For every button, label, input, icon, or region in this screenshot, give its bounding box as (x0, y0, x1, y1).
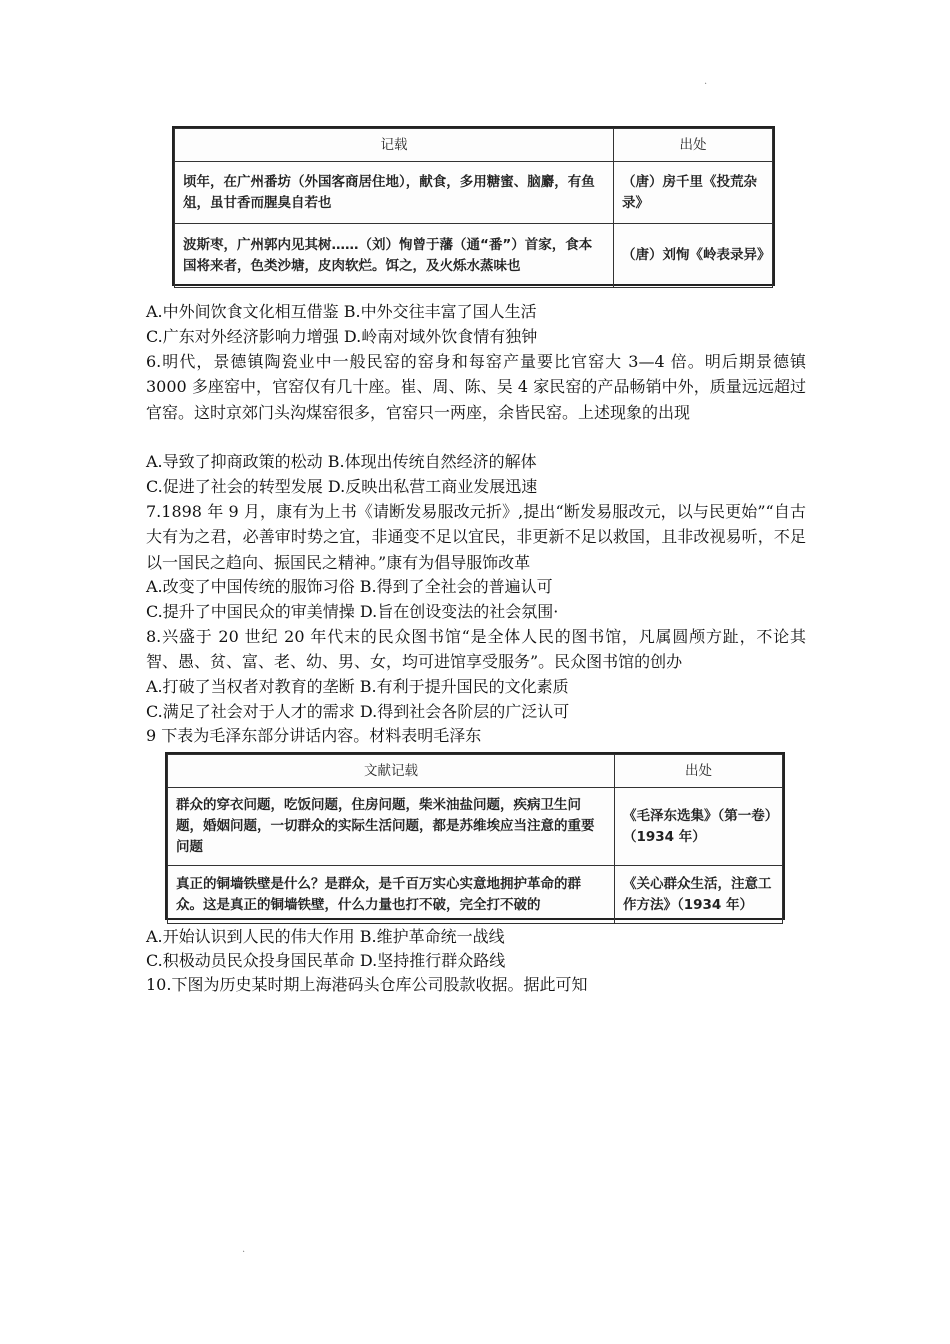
q9-options-cd: C.积极动员民众投身国民革命 D.坚持推行群众路线 (146, 951, 506, 970)
table-row (175, 162, 773, 224)
q5-options-cd: C.广东对外经济影响力增强 D.岭南对域外饮食情有独钟 (146, 327, 538, 346)
source-cell: （唐）刘恂《岭表录异》 (614, 224, 773, 288)
source-cell: 《毛泽东选集》（第一卷）（1934 年） (615, 788, 783, 866)
q5-options-ab: A.中外间饮食文化相互借鉴 B.中外交往丰富了国人生活 (146, 302, 537, 321)
q9-stem: 9 下表为毛泽东部分讲话内容。材料表明毛泽东 (146, 726, 482, 745)
table-row (168, 788, 783, 866)
scan-speck: . (704, 76, 708, 87)
scan-speck: . (242, 1244, 246, 1255)
record-cell: 波斯枣，广州郭内见其树……（刘）恂曾于藩（通“番”）首家，食本国将来者，色类沙塘，皮肉软烂。饵之，及火烁水蒸味也 (175, 224, 614, 288)
q6-options-cd: C.促进了社会的转型发展 D.反映出私营工商业发展迅速 (146, 477, 538, 496)
mao-speech-table (165, 752, 785, 920)
q8-options-ab: A.打破了当权者对教育的垄断 B.有利于提升国民的文化素质 (146, 677, 569, 696)
q8-stem: 8.兴盛于 20 世纪 20 年代末的民众图书馆“是全体人民的图书馆，凡属圆颅方趾，不论其智、愚、贫、富、老、幼、男、女，均可进馆享受服务”。民众图书馆的创办 (146, 627, 806, 672)
table-header-record: 记载 (175, 129, 614, 162)
record-cell: 群众的穿衣问题，吃饭问题，住房问题，柴米油盐问题，疾病卫生问题，婚姻问题，一切群众的实际生活问题，都是苏维埃应当注意的重要问题 (168, 788, 615, 866)
table-row (168, 866, 783, 924)
record-cell: 顷年，在广州番坊（外国客商居住地），献食，多用糖蜜、脑麝，有鱼俎，虽甘香而腥臭自若也 (175, 162, 614, 224)
q9-options-ab: A.开始认识到人民的伟大作用 B.维护革命统一战线 (146, 927, 505, 946)
q6-options-ab: A.导致了抑商政策的松动 B.体现出传统自然经济的解体 (146, 452, 537, 471)
table-header-source: 出处 (614, 129, 773, 162)
source-cell: （唐）房千里《投荒杂录》 (614, 162, 773, 224)
source-cell: 《关心群众生活，注意工作方法》（1934 年） (615, 866, 783, 924)
q7-options-cd: C.提升了中国民众的审美情操 D.旨在创设变法的社会氛围· (146, 602, 559, 621)
q7-options-ab: A.改变了中国传统的服饰习俗 B.得到了全社会的普遍认可 (146, 577, 553, 596)
q6-stem: 6.明代，景德镇陶瓷业中一般民窑的窑身和每窑产量要比官窑大 3—4 倍。明后期景德镇 3000 多座窑中，官窑仅有几十座。崔、周、陈、吴 4 家民窑的产品畅销中外，质量远远超过官窑。这时京郊门头沟煤窑很多，官窑只一两座，余皆民窑。上述现象的出现 (146, 352, 806, 422)
record-cell: 真正的铜墙铁壁是什么？是群众，是千百万实心实意地拥护革命的群众。这是真正的铜墙铁壁，什么力量也打不破，完全打不破的 (168, 866, 615, 924)
q7-stem: 7.1898 年 9 月，康有为上书《请断发易服改元折》,提出“断发易服改元，以与民更始”“自古大有为之君，必善审时势之宜，非通变不足以宜民，非更新不足以救国，且非改视易听，不足以一国民之趋向、振国民之精神。”康有为倡导服饰改革 (146, 502, 806, 572)
table-header-document: 文献记载 (168, 755, 615, 788)
q10-stem: 10.下图为历史某时期上海港码头仓库公司股款收据。据此可知 (146, 975, 588, 994)
records-table (172, 126, 775, 286)
table-row (175, 224, 773, 288)
table-header-source: 出处 (615, 755, 783, 788)
q8-options-cd: C.满足了社会对于人才的需求 D.得到社会各阶层的广泛认可 (146, 702, 570, 721)
